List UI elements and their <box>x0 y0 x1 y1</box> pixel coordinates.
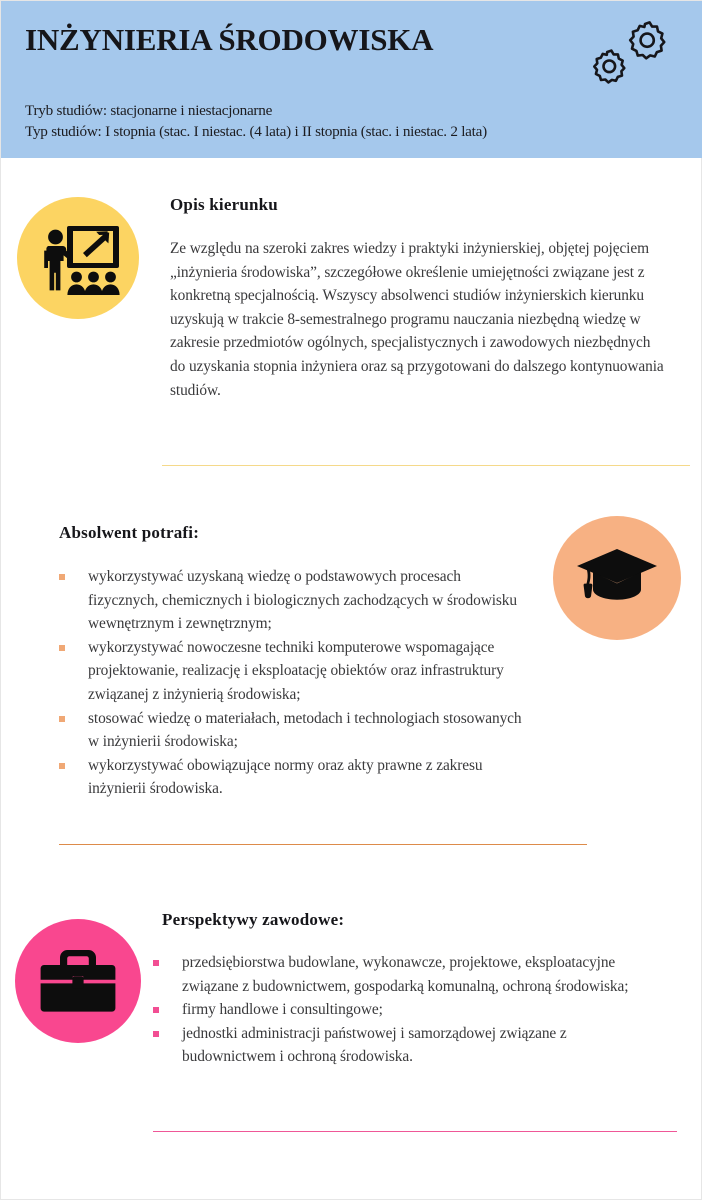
description-heading: Opis kierunku <box>170 195 278 214</box>
description-text: Ze względu na szeroki zakres wiedzy i praktyki inżynierskiej, objętej pojęciem „inżynieria środowiska”, szczegółowe określenie umiejętności związane jest z konkretną specjalnością. Wszyscy absolwenci studiów inżynierskich kierunku uzyskują w trakcie 8-semestralnego programu nauczania niezbędną wiedzę w zakresie przedmiotów ogólnych, specjalistycznych i zawodowych niezbędnych do uzyskania stopnia inżyniera oraz są przygotowani do dalszego kontynuowania studiów. <box>170 240 664 399</box>
graduate-skills-divider <box>59 844 587 845</box>
bullet-square-icon <box>153 1031 159 1037</box>
list-item-text: stosować wiedzę o materiałach, metodach i technologiach stosowanych w inżynierii środowiska; <box>88 709 522 751</box>
bullet-square-icon <box>153 960 159 966</box>
career-prospects-heading: Perspektywy zawodowe: <box>162 910 345 929</box>
list-item-text: przedsiębiorstwa budowlane, wykonawcze, projektowe, eksploatacyjne związane z budownictwem, gospodarką komunalną, ochroną środowiska; <box>182 954 629 995</box>
list-item <box>153 951 653 998</box>
list-item <box>59 565 529 636</box>
list-item-text: wykorzystywać obowiązujące normy oraz akty prawne z zakresu inżynierii środowiska. <box>88 756 483 798</box>
bullet-square-icon <box>59 645 65 651</box>
study-meta <box>25 100 487 142</box>
bullet-square-icon <box>59 574 65 580</box>
page-title: INŻYNIERIA ŚRODOWISKA <box>25 22 434 57</box>
description-divider <box>162 465 690 466</box>
list-item <box>59 707 529 754</box>
study-mode-line: Tryb studiów: stacjonarne i niestacjonarne <box>25 102 273 119</box>
page-header <box>1 1 702 158</box>
career-prospects-divider <box>153 1131 677 1132</box>
graduate-skills-list <box>59 565 529 801</box>
list-item-text: jednostki administracji państwowej i samorządowej związane z budownictwem i ochroną środowiska. <box>182 1024 567 1066</box>
list-item <box>59 754 529 801</box>
graduation-cap-icon <box>553 516 681 640</box>
presentation-teacher-icon <box>17 197 139 319</box>
graduate-skills-heading: Absolwent potrafi: <box>59 523 200 542</box>
list-item-text: firmy handlowe i consultingowe; <box>182 1001 383 1019</box>
gears-icon <box>589 13 675 91</box>
career-prospects-list <box>153 951 653 1069</box>
bullet-square-icon <box>153 1007 159 1013</box>
list-item <box>153 998 653 1022</box>
list-item-text: wykorzystywać nowoczesne techniki komputerowe wspomagające projektowanie, realizację i eksploatację obiektów oraz infrastruktury związanej z inżynierią środowiska; <box>88 638 504 703</box>
list-item-text: wykorzystywać uzyskaną wiedzę o podstawowych procesach fizycznych, chemicznych i biologicznych zachodzących w środowisku wewnętrznym i zewnętrznym; <box>88 568 517 633</box>
list-item <box>153 1022 653 1069</box>
bullet-square-icon <box>59 763 65 769</box>
study-type-line: Typ studiów: I stopnia (stac. I niestac. (4 lata) i II stopnia (stac. i niestac. 2 lata) <box>25 123 487 140</box>
briefcase-icon <box>15 919 141 1043</box>
list-item <box>59 636 529 707</box>
bullet-square-icon <box>59 716 65 722</box>
